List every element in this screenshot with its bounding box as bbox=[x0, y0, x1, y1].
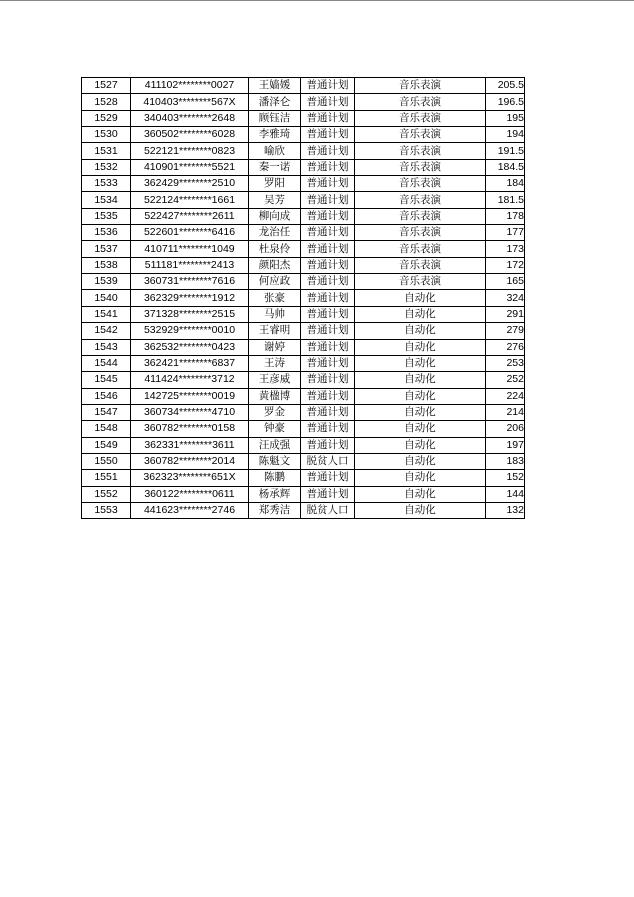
plan-type-cell: 普通计划 bbox=[301, 127, 355, 143]
score-cell: 194 bbox=[486, 127, 525, 143]
plan-type-cell: 普通计划 bbox=[301, 437, 355, 453]
table-row bbox=[82, 306, 525, 322]
student-name-cell: 杨承辉 bbox=[249, 486, 301, 502]
plan-type-cell: 普通计划 bbox=[301, 421, 355, 437]
plan-type-cell: 普通计划 bbox=[301, 355, 355, 371]
student-name-cell: 何应政 bbox=[249, 274, 301, 290]
major-cell: 自动化 bbox=[355, 486, 486, 502]
table-row bbox=[82, 470, 525, 486]
table-row bbox=[82, 404, 525, 420]
row-number-cell: 1548 bbox=[82, 421, 131, 437]
row-number-cell: 1545 bbox=[82, 372, 131, 388]
table-row bbox=[82, 372, 525, 388]
score-cell: 184.5 bbox=[486, 159, 525, 175]
id-number-cell: 410901********5521 bbox=[131, 159, 249, 175]
row-number-cell: 1532 bbox=[82, 159, 131, 175]
table-row bbox=[82, 192, 525, 208]
table-row bbox=[82, 453, 525, 469]
row-number-cell: 1527 bbox=[82, 78, 131, 94]
admission-table-body bbox=[82, 78, 525, 519]
score-cell: 191.5 bbox=[486, 143, 525, 159]
score-cell: 291 bbox=[486, 306, 525, 322]
plan-type-cell: 普通计划 bbox=[301, 159, 355, 175]
table-row bbox=[82, 78, 525, 94]
id-number-cell: 522427********2611 bbox=[131, 208, 249, 224]
table-row bbox=[82, 290, 525, 306]
id-number-cell: 360122********0611 bbox=[131, 486, 249, 502]
student-name-cell: 柳向成 bbox=[249, 208, 301, 224]
row-number-cell: 1540 bbox=[82, 290, 131, 306]
row-number-cell: 1533 bbox=[82, 176, 131, 192]
plan-type-cell: 普通计划 bbox=[301, 372, 355, 388]
row-number-cell: 1549 bbox=[82, 437, 131, 453]
table-row bbox=[82, 502, 525, 518]
plan-type-cell: 普通计划 bbox=[301, 176, 355, 192]
score-cell: 224 bbox=[486, 388, 525, 404]
student-name-cell: 吴芳 bbox=[249, 192, 301, 208]
id-number-cell: 362421********6837 bbox=[131, 355, 249, 371]
student-name-cell: 马帅 bbox=[249, 306, 301, 322]
table-row bbox=[82, 421, 525, 437]
table-row bbox=[82, 437, 525, 453]
table-row bbox=[82, 176, 525, 192]
student-name-cell: 龙治任 bbox=[249, 225, 301, 241]
score-cell: 252 bbox=[486, 372, 525, 388]
student-name-cell: 王彦威 bbox=[249, 372, 301, 388]
score-cell: 195 bbox=[486, 110, 525, 126]
table-row bbox=[82, 486, 525, 502]
row-number-cell: 1536 bbox=[82, 225, 131, 241]
plan-type-cell: 普通计划 bbox=[301, 274, 355, 290]
major-cell: 自动化 bbox=[355, 453, 486, 469]
student-name-cell: 陈鹏 bbox=[249, 470, 301, 486]
id-number-cell: 360782********0158 bbox=[131, 421, 249, 437]
row-number-cell: 1537 bbox=[82, 241, 131, 257]
id-number-cell: 360731********7616 bbox=[131, 274, 249, 290]
table-row bbox=[82, 110, 525, 126]
row-number-cell: 1542 bbox=[82, 323, 131, 339]
score-cell: 214 bbox=[486, 404, 525, 420]
table-row bbox=[82, 143, 525, 159]
major-cell: 自动化 bbox=[355, 502, 486, 518]
id-number-cell: 411424********3712 bbox=[131, 372, 249, 388]
admission-list-sheet bbox=[81, 77, 525, 519]
plan-type-cell: 普通计划 bbox=[301, 388, 355, 404]
plan-type-cell: 普通计划 bbox=[301, 208, 355, 224]
major-cell: 音乐表演 bbox=[355, 159, 486, 175]
plan-type-cell: 普通计划 bbox=[301, 94, 355, 110]
row-number-cell: 1531 bbox=[82, 143, 131, 159]
row-number-cell: 1539 bbox=[82, 274, 131, 290]
score-cell: 132 bbox=[486, 502, 525, 518]
id-number-cell: 410403********567X bbox=[131, 94, 249, 110]
student-name-cell: 黄楹博 bbox=[249, 388, 301, 404]
score-cell: 206 bbox=[486, 421, 525, 437]
student-name-cell: 潘泽仑 bbox=[249, 94, 301, 110]
student-name-cell: 张豪 bbox=[249, 290, 301, 306]
student-name-cell: 颜阳杰 bbox=[249, 257, 301, 273]
plan-type-cell: 普通计划 bbox=[301, 306, 355, 322]
row-number-cell: 1535 bbox=[82, 208, 131, 224]
major-cell: 自动化 bbox=[355, 470, 486, 486]
id-number-cell: 522121********0823 bbox=[131, 143, 249, 159]
major-cell: 音乐表演 bbox=[355, 143, 486, 159]
row-number-cell: 1530 bbox=[82, 127, 131, 143]
table-row bbox=[82, 225, 525, 241]
row-number-cell: 1546 bbox=[82, 388, 131, 404]
row-number-cell: 1528 bbox=[82, 94, 131, 110]
table-row bbox=[82, 355, 525, 371]
row-number-cell: 1550 bbox=[82, 453, 131, 469]
plan-type-cell: 普通计划 bbox=[301, 323, 355, 339]
id-number-cell: 360502********6028 bbox=[131, 127, 249, 143]
score-cell: 196.5 bbox=[486, 94, 525, 110]
row-number-cell: 1553 bbox=[82, 502, 131, 518]
score-cell: 197 bbox=[486, 437, 525, 453]
score-cell: 144 bbox=[486, 486, 525, 502]
plan-type-cell: 普通计划 bbox=[301, 192, 355, 208]
id-number-cell: 362429********2510 bbox=[131, 176, 249, 192]
student-name-cell: 王涛 bbox=[249, 355, 301, 371]
plan-type-cell: 普通计划 bbox=[301, 241, 355, 257]
major-cell: 音乐表演 bbox=[355, 78, 486, 94]
student-name-cell: 王睿明 bbox=[249, 323, 301, 339]
major-cell: 音乐表演 bbox=[355, 176, 486, 192]
score-cell: 324 bbox=[486, 290, 525, 306]
row-number-cell: 1551 bbox=[82, 470, 131, 486]
id-number-cell: 360782********2014 bbox=[131, 453, 249, 469]
student-name-cell: 郑秀洁 bbox=[249, 502, 301, 518]
id-number-cell: 411102********0027 bbox=[131, 78, 249, 94]
score-cell: 253 bbox=[486, 355, 525, 371]
score-cell: 184 bbox=[486, 176, 525, 192]
student-name-cell: 李雅琦 bbox=[249, 127, 301, 143]
row-number-cell: 1534 bbox=[82, 192, 131, 208]
row-number-cell: 1544 bbox=[82, 355, 131, 371]
table-row bbox=[82, 159, 525, 175]
plan-type-cell: 普通计划 bbox=[301, 339, 355, 355]
page-top-edge bbox=[0, 0, 634, 1]
score-cell: 152 bbox=[486, 470, 525, 486]
id-number-cell: 362532********0423 bbox=[131, 339, 249, 355]
id-number-cell: 142725********0019 bbox=[131, 388, 249, 404]
major-cell: 自动化 bbox=[355, 388, 486, 404]
major-cell: 自动化 bbox=[355, 339, 486, 355]
id-number-cell: 340403********2648 bbox=[131, 110, 249, 126]
row-number-cell: 1552 bbox=[82, 486, 131, 502]
id-number-cell: 371328********2515 bbox=[131, 306, 249, 322]
id-number-cell: 441623********2746 bbox=[131, 502, 249, 518]
student-name-cell: 钟豪 bbox=[249, 421, 301, 437]
id-number-cell: 410711********1049 bbox=[131, 241, 249, 257]
table-row bbox=[82, 94, 525, 110]
table-row bbox=[82, 274, 525, 290]
id-number-cell: 522124********1661 bbox=[131, 192, 249, 208]
major-cell: 自动化 bbox=[355, 421, 486, 437]
table-row bbox=[82, 241, 525, 257]
plan-type-cell: 普通计划 bbox=[301, 78, 355, 94]
id-number-cell: 362323********651X bbox=[131, 470, 249, 486]
major-cell: 自动化 bbox=[355, 404, 486, 420]
student-name-cell: 秦一诺 bbox=[249, 159, 301, 175]
id-number-cell: 532929********0010 bbox=[131, 323, 249, 339]
table-row bbox=[82, 257, 525, 273]
student-name-cell: 陈魁文 bbox=[249, 453, 301, 469]
plan-type-cell: 普通计划 bbox=[301, 486, 355, 502]
row-number-cell: 1538 bbox=[82, 257, 131, 273]
score-cell: 279 bbox=[486, 323, 525, 339]
major-cell: 音乐表演 bbox=[355, 225, 486, 241]
major-cell: 音乐表演 bbox=[355, 94, 486, 110]
row-number-cell: 1543 bbox=[82, 339, 131, 355]
major-cell: 音乐表演 bbox=[355, 274, 486, 290]
table-row bbox=[82, 323, 525, 339]
major-cell: 音乐表演 bbox=[355, 241, 486, 257]
major-cell: 音乐表演 bbox=[355, 257, 486, 273]
score-cell: 178 bbox=[486, 208, 525, 224]
major-cell: 音乐表演 bbox=[355, 110, 486, 126]
row-number-cell: 1541 bbox=[82, 306, 131, 322]
major-cell: 音乐表演 bbox=[355, 127, 486, 143]
student-name-cell: 汪成强 bbox=[249, 437, 301, 453]
score-cell: 181.5 bbox=[486, 192, 525, 208]
id-number-cell: 360734********4710 bbox=[131, 404, 249, 420]
major-cell: 音乐表演 bbox=[355, 208, 486, 224]
plan-type-cell: 脱贫人口 bbox=[301, 502, 355, 518]
score-cell: 183 bbox=[486, 453, 525, 469]
student-name-cell: 罗金 bbox=[249, 404, 301, 420]
id-number-cell: 362331********3611 bbox=[131, 437, 249, 453]
student-name-cell: 顾钰洁 bbox=[249, 110, 301, 126]
plan-type-cell: 普通计划 bbox=[301, 470, 355, 486]
score-cell: 205.5 bbox=[486, 78, 525, 94]
id-number-cell: 362329********1912 bbox=[131, 290, 249, 306]
major-cell: 自动化 bbox=[355, 290, 486, 306]
student-name-cell: 杜泉伶 bbox=[249, 241, 301, 257]
plan-type-cell: 普通计划 bbox=[301, 404, 355, 420]
score-cell: 173 bbox=[486, 241, 525, 257]
id-number-cell: 511181********2413 bbox=[131, 257, 249, 273]
score-cell: 165 bbox=[486, 274, 525, 290]
score-cell: 276 bbox=[486, 339, 525, 355]
major-cell: 自动化 bbox=[355, 323, 486, 339]
student-name-cell: 喻欣 bbox=[249, 143, 301, 159]
major-cell: 音乐表演 bbox=[355, 192, 486, 208]
table-row bbox=[82, 388, 525, 404]
major-cell: 自动化 bbox=[355, 372, 486, 388]
id-number-cell: 522601********6416 bbox=[131, 225, 249, 241]
student-name-cell: 罗阳 bbox=[249, 176, 301, 192]
plan-type-cell: 普通计划 bbox=[301, 110, 355, 126]
student-name-cell: 王嫱媛 bbox=[249, 78, 301, 94]
row-number-cell: 1529 bbox=[82, 110, 131, 126]
plan-type-cell: 普通计划 bbox=[301, 257, 355, 273]
plan-type-cell: 普通计划 bbox=[301, 143, 355, 159]
major-cell: 自动化 bbox=[355, 306, 486, 322]
score-cell: 177 bbox=[486, 225, 525, 241]
table-row bbox=[82, 208, 525, 224]
plan-type-cell: 普通计划 bbox=[301, 225, 355, 241]
table-row bbox=[82, 127, 525, 143]
major-cell: 自动化 bbox=[355, 355, 486, 371]
plan-type-cell: 普通计划 bbox=[301, 290, 355, 306]
score-cell: 172 bbox=[486, 257, 525, 273]
plan-type-cell: 脱贫人口 bbox=[301, 453, 355, 469]
row-number-cell: 1547 bbox=[82, 404, 131, 420]
student-name-cell: 谢婷 bbox=[249, 339, 301, 355]
major-cell: 自动化 bbox=[355, 437, 486, 453]
table-row bbox=[82, 339, 525, 355]
admission-table bbox=[81, 77, 525, 519]
